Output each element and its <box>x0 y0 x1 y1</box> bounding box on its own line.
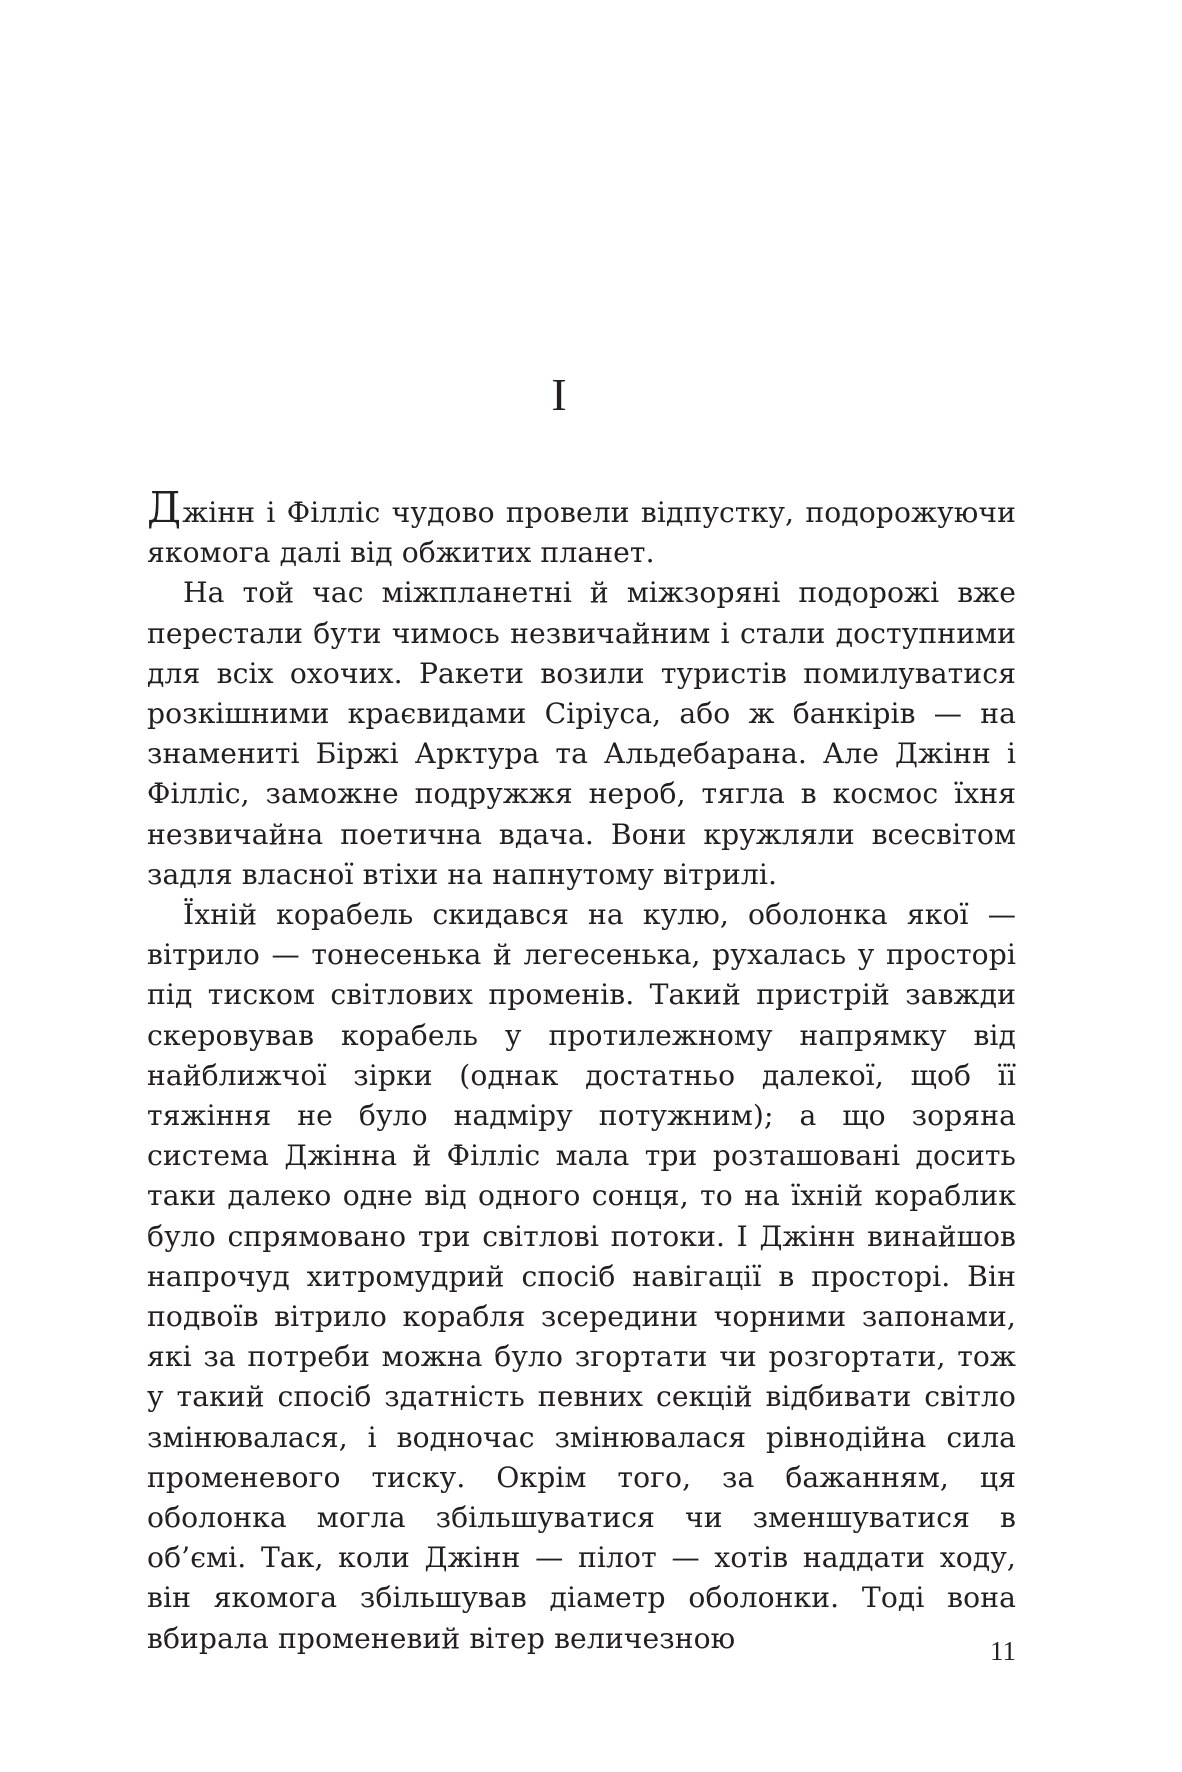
paragraph-2: На той час міжпланетні й міжзоряні подорожі вже перестали бути чимось незвичайним і стали доступними для всіх охочих. Ракети возили туристів помилуватися розкішними краєвидами Сіріуса, або ж банкірів — на знамениті Біржі Арктура та Альдебарана. Але Джінн і Філліс, заможне подружжя нероб, тягла в космос їхня незвичайна поетична вдача. Вони кружляли всесвітом задля власної втіхи на напнутому вітрилі. <box>147 576 1016 891</box>
paragraph-3: Їхній корабель скидався на кулю, оболонка якої — вітрило — тонесенька й легесенька, рухалась у просторі під тиском світлових променів. Такий пристрій завжди скеровував корабель у протилежному напрямку від найближчої зірки (однак достатньо далекої, щоб її тяжіння не було надміру потужним); а що зоряна система Джінна й Філліс мала три розташовані досить таки далеко одне від одного сонця, то на їхній кораблик було спрямовано три світлові потоки. І Джінн винайшов напрочуд хитромудрий спосіб навігації в просторі. Він подвоїв вітрило корабля зсередини чорними запонами, які за потреби можна було згортати чи розгортати, тож у такий спосіб здатність певних секцій відбивати світло змінювалася, і водночас змінювалася рівнодійна сила променевого тиску. Окрім того, за бажанням, ця оболонка могла збільшуватися чи зменшуватися в об’ємі. Так, коли Джінн — пілот — хотів наддати ходу, він якомога збільшував діаметр оболонки. Тоді вона вбирала променевий вітер величезною <box>147 898 1016 1655</box>
page-number: 11 <box>990 1636 1016 1666</box>
paragraph-1 <box>147 483 1016 573</box>
drop-cap: Д <box>147 483 182 532</box>
chapter-number: I <box>551 369 567 420</box>
paragraph-1-text: жінн і Філліс чудово провели відпустку, подорожуючи якомога далі від обжитих планет. <box>147 496 1016 570</box>
body-text <box>147 483 1016 1659</box>
